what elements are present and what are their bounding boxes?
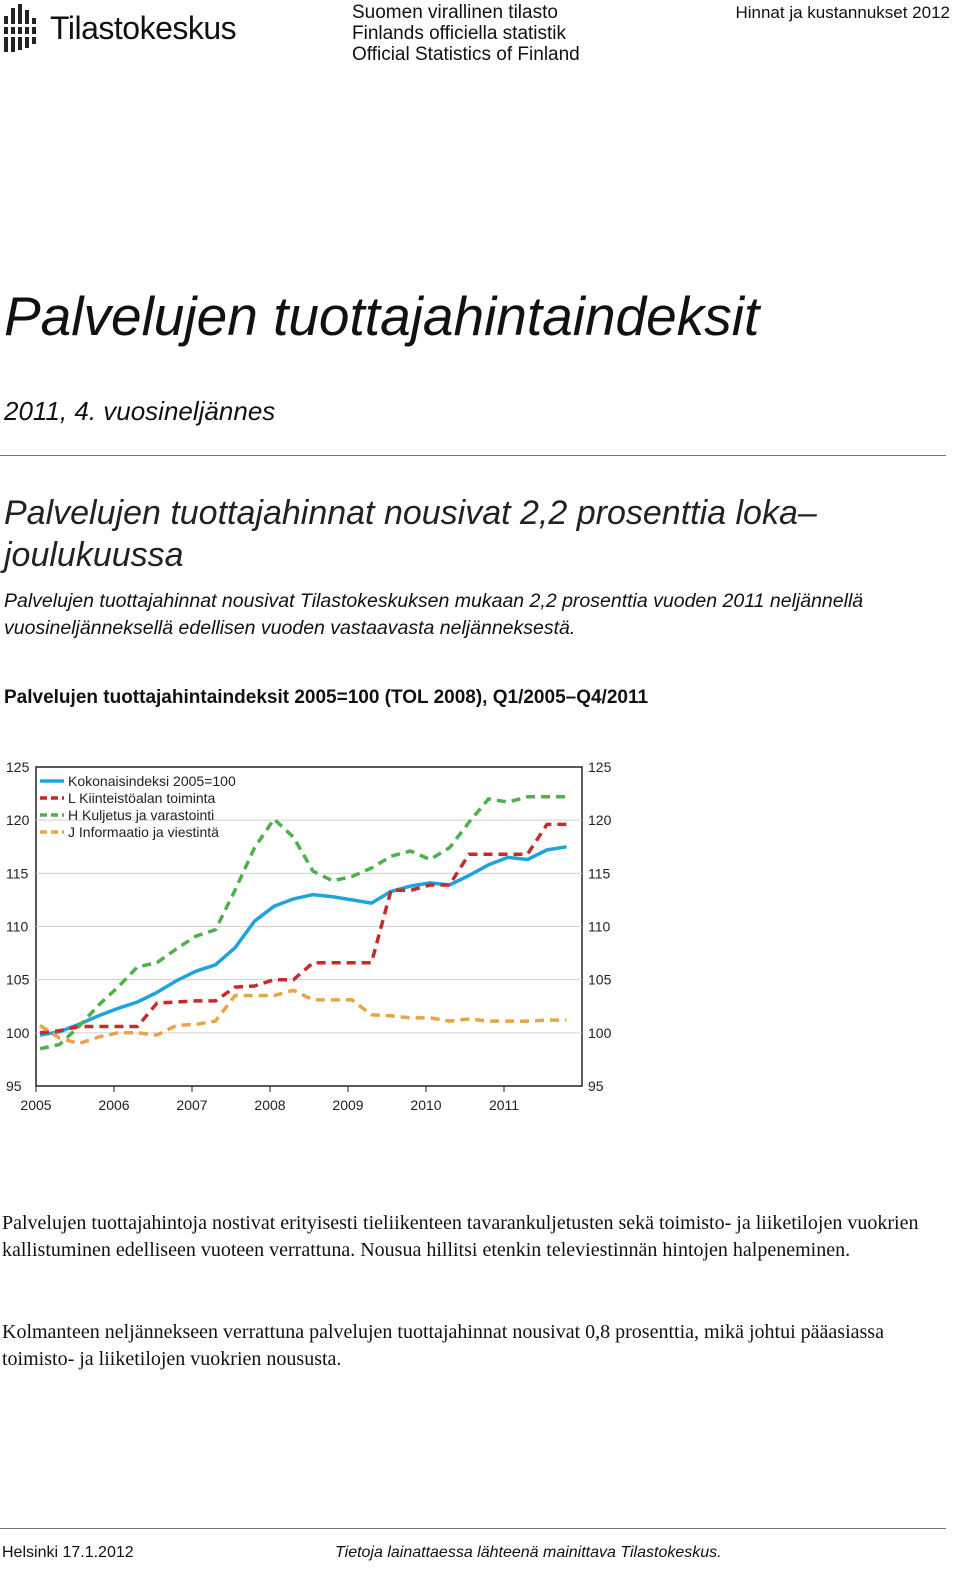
footer-date: Helsinki 17.1.2012 bbox=[2, 1544, 134, 1561]
y-tick-label-right: 100 bbox=[588, 1024, 612, 1041]
y-tick-label-right: 120 bbox=[588, 812, 612, 829]
chart-title: Palvelujen tuottajahintaindeksit 2005=100 (TOL 2008), Q1/2005–Q4/2011 bbox=[4, 687, 649, 708]
publication-title: Palvelujen tuottajahintaindeksit bbox=[4, 285, 760, 347]
y-tick-label-left: 105 bbox=[6, 971, 30, 988]
y-tick-label-left: 125 bbox=[6, 759, 30, 775]
x-tick-label: 2005 bbox=[20, 1097, 52, 1113]
series-label: Hinnat ja kustannukset 2012 bbox=[735, 3, 950, 22]
y-tick-label-right: 105 bbox=[588, 971, 612, 988]
official-line-en: Official Statistics of Finland bbox=[352, 44, 580, 65]
y-tick-label-right: 115 bbox=[588, 865, 611, 882]
y-tick-label-left: 110 bbox=[6, 918, 29, 935]
y-tick-label-right: 110 bbox=[588, 918, 611, 935]
official-line-fi: Suomen virallinen tilasto bbox=[352, 2, 558, 23]
legend-label: Kokonaisindeksi 2005=100 bbox=[68, 773, 236, 789]
x-tick-label: 2010 bbox=[410, 1097, 442, 1113]
x-tick-label: 2008 bbox=[254, 1097, 286, 1113]
x-tick-label: 2011 bbox=[488, 1097, 520, 1113]
y-tick-label-right: 125 bbox=[588, 759, 612, 775]
legend-label: J Informaatio ja viestintä bbox=[68, 824, 219, 840]
y-tick-label-left: 100 bbox=[6, 1024, 30, 1041]
y-tick-label-left: 95 bbox=[6, 1078, 22, 1094]
lead-paragraph: Palvelujen tuottajahinnat nousivat Tilastokeskuksen mukaan 2,2 prosenttia vuoden 2011 neljännellä vuosineljänneksellä edellisen vuoden vastaavasta neljänneksestä. bbox=[4, 590, 864, 639]
legend-label: H Kuljetus ja varastointi bbox=[68, 807, 215, 823]
y-tick-label-left: 115 bbox=[6, 865, 29, 882]
logo-mark-icon bbox=[2, 2, 50, 56]
official-statistics-label bbox=[352, 2, 580, 65]
x-tick-label: 2006 bbox=[98, 1097, 130, 1113]
y-tick-label-left: 120 bbox=[6, 812, 30, 829]
official-line-sv: Finlands officiella statistik bbox=[352, 23, 567, 44]
x-tick-label: 2009 bbox=[332, 1097, 364, 1113]
footer-divider bbox=[0, 1528, 946, 1529]
headline: Palvelujen tuottajahinnat nousivat 2,2 prosenttia loka–joulukuussa bbox=[4, 494, 817, 574]
body-paragraph-1: Palvelujen tuottajahintoja nostivat erityisesti tieliikenteen tavarankuljetusten sekä toimisto- ja liiketilojen vuokrien kallistuminen edelliseen vuoteen verrattuna. Nousua hillitsi etenkin televiestinnän hintojen halpeneminen. bbox=[2, 1212, 919, 1261]
logo-text: Tilastokeskus bbox=[50, 10, 237, 46]
publication-period: 2011, 4. vuosineljännes bbox=[4, 396, 276, 426]
price-index-chart bbox=[0, 755, 640, 1125]
legend-label: L Kiinteistöalan toiminta bbox=[68, 790, 216, 806]
body-paragraph-2: Kolmanteen neljännekseen verrattuna palvelujen tuottajahinnat nousivat 0,8 prosenttia, mikä johtui pääasiassa toimisto- ja liiketilojen vuokrien noususta. bbox=[2, 1321, 884, 1370]
y-tick-label-right: 95 bbox=[588, 1078, 604, 1094]
footer-note: Tietoja lainattaessa lähteenä mainittava Tilastokeskus. bbox=[335, 1544, 722, 1561]
divider bbox=[0, 455, 946, 456]
x-tick-label: 2007 bbox=[176, 1097, 208, 1113]
